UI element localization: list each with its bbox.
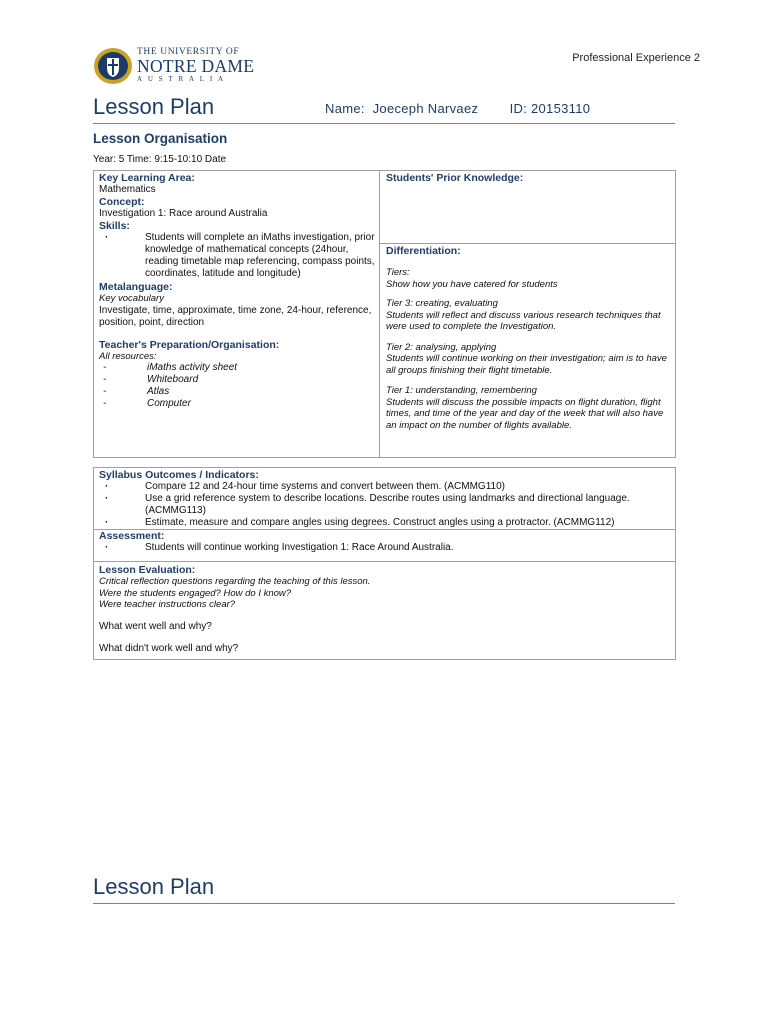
list-item: - Whiteboard bbox=[99, 374, 375, 386]
skills-list bbox=[99, 232, 375, 280]
syllabus-list bbox=[99, 481, 671, 529]
footer-page-title: Lesson Plan bbox=[93, 874, 215, 899]
university-crest-icon bbox=[93, 47, 133, 85]
list-item: - Atlas bbox=[99, 386, 375, 398]
list-item: - iMaths activity sheet bbox=[99, 362, 375, 374]
list-item: · Compare 12 and 24-hour time systems and convert between them. (ACMMG110) bbox=[99, 481, 671, 493]
table-divider bbox=[379, 170, 380, 458]
evaluation-note: Critical reflection questions regarding the teaching of this lesson. bbox=[99, 576, 371, 587]
tier2-text: Students will continue working on their investigation; aim is to have all groups finishing their flight timetable. bbox=[386, 353, 667, 376]
tier3-title: Tier 3: creating, evaluating bbox=[386, 298, 498, 309]
title-rule bbox=[93, 123, 675, 124]
prep-note: All resources: bbox=[99, 350, 157, 362]
page-title: Lesson Plan bbox=[93, 94, 215, 119]
tier3-text: Students will reflect and discuss various research techniques that were used to complete the Investigation. bbox=[386, 309, 661, 332]
student-name-id: Name: Joeceph Narvaez ID: 20153110 bbox=[325, 101, 591, 116]
logo-line1: THE UNIVERSITY OF bbox=[137, 47, 240, 57]
kla-label: Key Learning Area: bbox=[99, 172, 195, 184]
tier1-text: Students will discuss the possible impacts on flight duration, flight times, and time of the year and day of the week that will also have an impact on the number of flights available. bbox=[386, 396, 664, 431]
syllabus-label: Syllabus Outcomes / Indicators: bbox=[99, 469, 259, 481]
kla-value: Mathematics bbox=[99, 184, 156, 195]
metalanguage-value: Investigate, time, approximate, time zone, 24-hour, reference, position, point, direction bbox=[99, 304, 372, 328]
tiers-note: Show how you have catered for students bbox=[386, 278, 558, 290]
differentiation-section bbox=[386, 245, 671, 431]
table-divider bbox=[379, 243, 676, 244]
tier1-title: Tier 1: understanding, remembering bbox=[386, 385, 537, 396]
evaluation-label: Lesson Evaluation: bbox=[99, 564, 196, 576]
assessment-section bbox=[99, 530, 671, 554]
left-column bbox=[99, 172, 375, 410]
metalanguage-note: Key vocabulary bbox=[99, 293, 164, 304]
concept-value: Investigation 1: Race around Australia bbox=[99, 208, 268, 219]
tier2-title: Tier 2: analysing, applying bbox=[386, 341, 497, 353]
tiers-label: Tiers: bbox=[386, 267, 410, 278]
differentiation-label: Differentiation: bbox=[386, 245, 461, 257]
university-logo bbox=[93, 46, 255, 86]
table-divider bbox=[93, 561, 676, 562]
logo-line2: NOTRE DAME bbox=[137, 56, 255, 76]
prior-knowledge-label: Students' Prior Knowledge: bbox=[386, 172, 524, 184]
resources-list bbox=[99, 362, 375, 410]
list-item: · Use a grid reference system to describe locations. Describe routes using landmarks and directional language. (ACMMG113) bbox=[99, 493, 671, 517]
year-time-line: Year: 5 Time: 9:15-10:10 Date bbox=[93, 154, 227, 165]
skills-label: Skills: bbox=[99, 220, 130, 232]
evaluation-question: What didn't work well and why? bbox=[99, 642, 239, 654]
assessment-list bbox=[99, 542, 671, 554]
concept-label: Concept: bbox=[99, 196, 145, 208]
metalanguage-label: Metalanguage: bbox=[99, 281, 173, 293]
syllabus-section bbox=[99, 469, 671, 529]
list-item: · Estimate, measure and compare angles using degrees. Construct angles using a protractor. (ACMMG112) bbox=[99, 517, 671, 529]
evaluation-note: Were teacher instructions clear? bbox=[99, 599, 236, 610]
list-item: · Students will complete an iMaths investigation, prior knowledge of mathematical concepts (24hour, reading timetable map referencing, compass points, coordinates, latitude and longitude) bbox=[99, 232, 375, 280]
list-item: - Computer bbox=[99, 398, 375, 410]
evaluation-question: What went well and why? bbox=[99, 620, 212, 632]
logo-line3: AUSTRALIA bbox=[137, 75, 229, 83]
evaluation-section bbox=[99, 564, 671, 655]
footer-rule bbox=[93, 903, 675, 904]
section-title: Lesson Organisation bbox=[93, 131, 228, 146]
header-course-label: Professional Experience 2 bbox=[572, 52, 700, 64]
prep-label: Teacher's Preparation/Organisation: bbox=[99, 338, 280, 351]
list-item: · Students will continue working Investigation 1: Race Around Australia. bbox=[99, 542, 671, 554]
assessment-label: Assessment: bbox=[99, 530, 165, 542]
evaluation-note: Were the students engaged? How do I know? bbox=[99, 587, 292, 599]
